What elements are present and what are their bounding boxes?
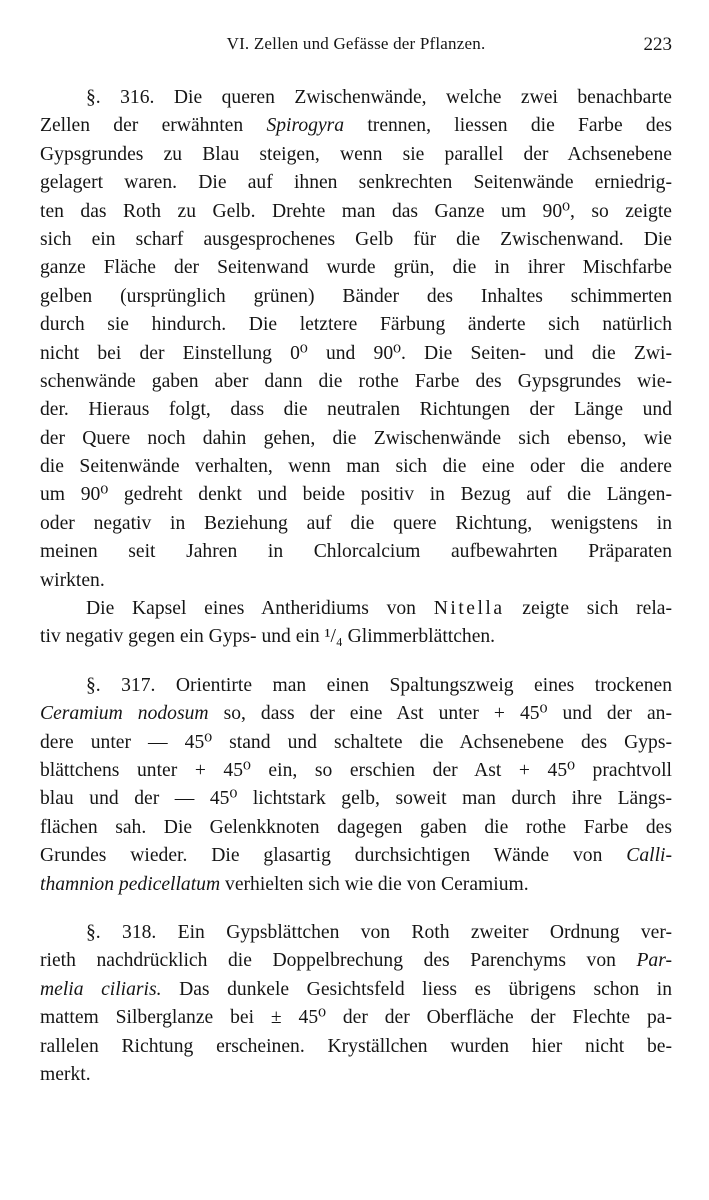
text-line (40, 481, 672, 509)
spaced-term: Nitella (433, 598, 505, 620)
text-run: der Quere noch dahin gehen, die Zwischenwände sich ebenso, wie (40, 427, 672, 449)
page-header (40, 34, 672, 60)
body-text (40, 84, 672, 1089)
italic-term: Ceramium nodosum (40, 703, 209, 725)
text-line (40, 198, 672, 226)
text-run: §. 318. Ein Gypsblättchen von Roth zweiter Ordnung ver- (86, 921, 672, 943)
text-line (40, 947, 672, 975)
text-line (40, 871, 672, 899)
text-run: dere unter — 45⁰ stand und schaltete die Achsenebene des Gyps- (40, 731, 672, 753)
text-line (40, 672, 672, 700)
text-run: flächen sah. Die Gelenkknoten dagegen gaben die rothe Farbe des (40, 816, 672, 838)
text-line (40, 700, 672, 728)
text-line (40, 1033, 672, 1061)
text-run: um 90⁰ gedreht denkt und beide positiv in Bezug auf die Längen- (40, 484, 672, 506)
section-gap (40, 899, 672, 919)
text-line (40, 340, 672, 368)
text-line (40, 814, 672, 842)
text-line (40, 453, 672, 481)
text-run: Gypsgrundes zu Blau steigen, wenn sie parallel der Achsenebene (40, 143, 672, 165)
text-line (40, 1061, 672, 1089)
text-line (40, 1004, 672, 1032)
text-line (40, 842, 672, 870)
section-2 (40, 672, 672, 899)
text-run: der. Hieraus folgt, dass die neutralen Richtungen der Länge und (40, 399, 672, 421)
italic-term: Par- (636, 950, 672, 972)
text-line (40, 919, 672, 947)
text-line (40, 368, 672, 396)
text-line (40, 396, 672, 424)
italic-term: thamnion pedicellatum (40, 873, 221, 895)
text-line (40, 226, 672, 254)
text-run: trennen, liessen die Farbe des (344, 115, 673, 137)
text-line (40, 976, 672, 1004)
text-run: merkt. (40, 1063, 91, 1085)
text-line (40, 169, 672, 197)
text-run: oder negativ in Beziehung auf die quere Richtung, wenigstens in (40, 512, 672, 534)
text-run: verhielten sich wie die von Ceramium. (220, 873, 529, 895)
text-run: schenwände gaben aber dann die rothe Farbe des Gypsgrundes wie- (40, 370, 672, 392)
text-run: ten das Roth zu Gelb. Drehte man das Ganze um 90⁰, so zeigte (40, 200, 672, 222)
text-run: zeigte sich rela- (504, 598, 672, 620)
text-line (40, 254, 672, 282)
text-run: rieth nachdrücklich die Doppelbrechung des Parenchyms von (40, 950, 637, 972)
text-run: Grundes wieder. Die glasartig durchsichtigen Wände von (40, 845, 627, 867)
text-run: blau und der — 45⁰ lichtstark gelb, soweit man durch ihre Längs- (40, 788, 672, 810)
text-line (40, 757, 672, 785)
text-run: gelben (ursprünglich grünen) Bänder des Inhaltes schimmerten (40, 285, 672, 307)
text-run: Die Kapsel eines Antheridiums von (86, 598, 434, 620)
text-line (40, 785, 672, 813)
text-run: so, dass der eine Ast unter + 45⁰ und der an- (208, 703, 672, 725)
text-run: §. 317. Orientirte man einen Spaltungszweig eines trockenen (86, 674, 672, 696)
text-run: mattem Silberglanze bei ± 45⁰ der der Oberfläche der Flechte pa- (40, 1007, 672, 1029)
text-run: Zellen der erwähnten (40, 115, 267, 137)
text-run: Das dunkele Gesichtsfeld liess es übrigens schon in (161, 978, 672, 1000)
text-run: meinen seit Jahren in Chlorcalcium aufbewahrten Präparaten (40, 541, 672, 563)
text-run: §. 316. Die queren Zwischenwände, welche zwei benachbarte (86, 87, 672, 108)
text-run: wirkten. (40, 569, 105, 591)
text-line (40, 84, 672, 112)
text-line (40, 112, 672, 140)
text-run: sich ein scharf ausgesprochenes Gelb für die Zwischenwand. Die (40, 228, 672, 250)
italic-term: melia ciliaris. (40, 978, 162, 1000)
page-number: 223 (643, 34, 672, 55)
text-line (40, 623, 672, 651)
text-line (40, 729, 672, 757)
italic-term: Spirogyra (266, 115, 345, 137)
text-line (40, 595, 672, 623)
italic-term: Calli- (626, 845, 672, 867)
text-line (40, 311, 672, 339)
section-1 (40, 84, 672, 652)
text-run: blättchens unter + 45⁰ ein, so erschien der Ast + 45⁰ prachtvoll (40, 759, 672, 781)
section-gap (40, 652, 672, 672)
text-run: gelagert waren. Die auf ihnen senkrechten Seitenwände erniedrig- (40, 172, 672, 194)
running-title: VI. Zellen und Gefässe der Pflanzen. (226, 34, 486, 53)
text-run: ganze Fläche der Seitenwand wurde grün, die in ihrer Mischfarbe (40, 257, 672, 279)
text-line (40, 567, 672, 595)
text-line (40, 425, 672, 453)
text-line (40, 538, 672, 566)
text-run: rallelen Richtung erscheinen. Kryställchen wurden hier nicht be- (40, 1035, 672, 1057)
text-line (40, 141, 672, 169)
text-run: nicht bei der Einstellung 0⁰ und 90⁰. Die Seiten- und die Zwi- (40, 342, 672, 364)
text-run: die Seitenwände verhalten, wenn man sich die eine oder die andere (40, 456, 672, 478)
text-line (40, 510, 672, 538)
text-run: tiv negativ gegen ein Gyps- und ein ¹/₄ Glimmerblättchen. (40, 626, 496, 648)
text-run: durch sie hindurch. Die letztere Färbung änderte sich natürlich (40, 314, 672, 336)
text-line (40, 283, 672, 311)
section-3 (40, 919, 672, 1089)
